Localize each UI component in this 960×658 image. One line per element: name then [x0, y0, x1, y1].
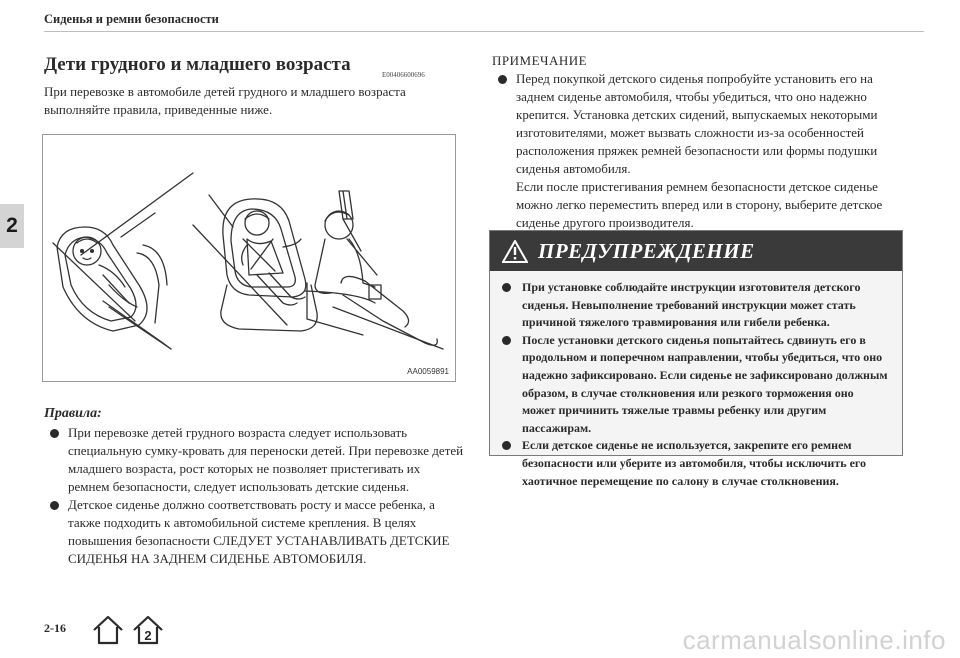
child-seat-illustration [42, 134, 456, 382]
nav-icons [90, 612, 170, 648]
warning-item-text: При установке соблюдайте инструкции изготовителя детского сиденья. Невыполнение требований инструкции может стать причиной тяжелого травмирования или гибели ребенка. [522, 280, 861, 330]
toddler-seat-drawing [193, 195, 317, 331]
article-code: E00406600696 [382, 71, 425, 79]
rules-list [44, 424, 464, 568]
article-title: Дети грудного и младшего возраста [44, 54, 351, 75]
booster-seat-drawing [305, 191, 443, 349]
footer-nav [90, 612, 170, 653]
warning-triangle-icon [502, 240, 528, 263]
home-icon[interactable] [90, 612, 126, 648]
rules-item [44, 496, 464, 568]
warning-item-text: Если детское сиденье не используется, закрепите его ремнем безопасности или уберите из автомобиля, чтобы исключить его хаотичное перемещение по салону в случае столкновения. [522, 438, 867, 488]
child-seat-drawing [43, 135, 455, 381]
warning-item [490, 437, 890, 490]
header-divider [44, 31, 924, 32]
bullet-icon [50, 429, 59, 438]
nav-badge: 2 [144, 628, 152, 643]
chapter-tab[interactable]: 2 [0, 204, 24, 248]
rules-item [44, 424, 464, 496]
warning-item [490, 332, 890, 438]
warning-header [490, 231, 902, 271]
warning-list [490, 279, 890, 490]
figure-id: AA0059891 [407, 367, 449, 376]
bullet-icon [502, 441, 511, 450]
article-intro: При перевозке в автомобиле детей грудного и младшего возраста выполняйте правила, приведенные ниже. [44, 84, 406, 117]
page-number: 2-16 [44, 621, 66, 635]
bullet-icon [498, 75, 507, 84]
warning-box [489, 230, 903, 488]
contents-icon[interactable] [132, 612, 168, 648]
rules-item-text: Детское сиденье должно соответствовать росту и массе ребенка, а также подходить к автомобильной системе крепления. В целях повышения безопасности СЛЕДУЕТ УСТАНАВЛИВАТЬ ДЕТСКИЕ СИДЕНЬЯ НА ЗАДНЕМ СИДЕНЬЕ АВТОМОБИЛЯ. [68, 497, 450, 566]
warning-item [490, 279, 890, 332]
note-title: ПРИМЕЧАНИЕ [492, 53, 588, 68]
rules-item-text: При перевозке детей грудного возраста следует использовать специальную сумку-кровать для переноски детей. При перевозке детей младшего возраста, рост которых не позволяет пристегивать их ремнем безопасности, следует использовать детские сиденья. [68, 425, 464, 494]
warning-item-text: После установки детского сиденья попытайтесь сдвинуть его в продольном и поперечном направлении, чтобы убедиться, что оно надежно зафиксировано. Если сиденье не зафиксировано должным образом, в случае столкновения или резкого торможения оно может причинить тяжелые травмы ребенку или другим пассажирам. [522, 332, 888, 435]
note-list [492, 70, 912, 232]
warning-title: ПРЕДУПРЕЖДЕНИЕ [538, 238, 755, 263]
bullet-icon [50, 501, 59, 510]
note-text: Перед покупкой детского сиденья попробуйте установить его на заднем сиденье автомобиля, чтобы убедиться, что оно надежно крепится. Установка детских сидений, выпускаемых некоторыми изготовителями, может вызвать сложности из-за особенностей расположения пряжек ремней безопасности или формы подушки сиденья автомобиля. [516, 71, 878, 176]
rules-title: Правила: [44, 406, 102, 421]
bullet-icon [502, 336, 511, 345]
note-text-2: Если после пристегивания ремнем безопасности детское сиденье можно легко переместить вперед или в сторону, выберите детское сиденье другого производителя. [516, 179, 883, 230]
infant-carrier-drawing [53, 173, 193, 349]
section-header: Сиденья и ремни безопасности [44, 12, 219, 26]
bullet-icon [502, 283, 511, 292]
note-item [492, 70, 912, 232]
watermark: carmanualsonline.info [682, 625, 946, 655]
